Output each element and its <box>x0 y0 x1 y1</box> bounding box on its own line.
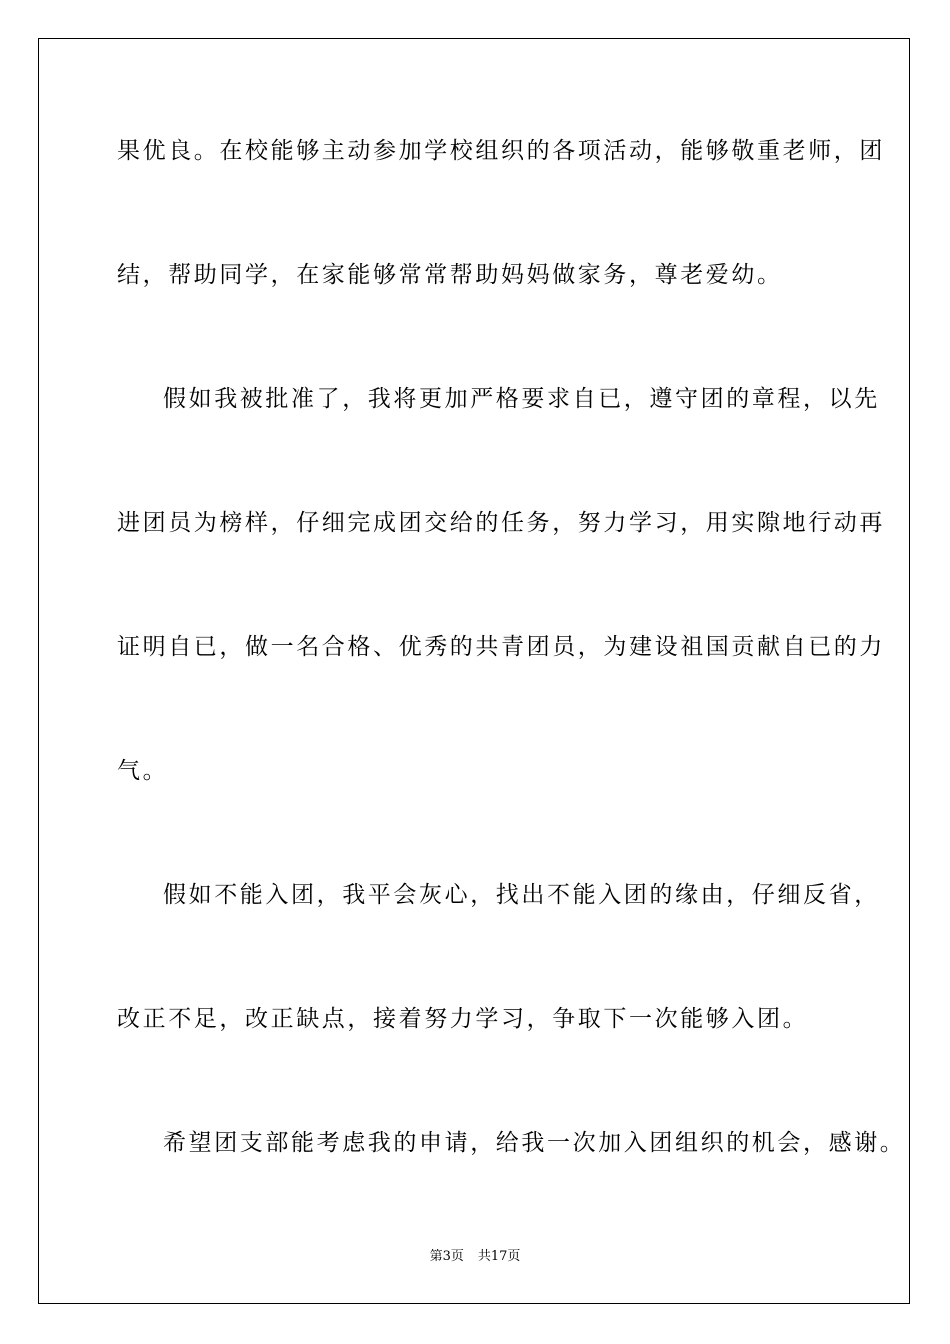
body-line-5: 证明自已，做一名合格、优秀的共青团员，为建设祖国贡献自已的力 <box>117 634 885 660</box>
page-number: 第3页 <box>429 1249 464 1264</box>
page-footer <box>0 1249 950 1265</box>
body-line-1: 果优良。在校能够主动参加学校组织的各项活动，能够敬重老师，团 <box>117 138 885 164</box>
page-total: 共17页 <box>477 1249 521 1264</box>
body-line-2: 结，帮助同学，在家能够常常帮助妈妈做家务，尊老爱幼。 <box>117 262 783 288</box>
body-line-7: 假如不能入团，我平会灰心，找出不能入团的缘由，仔细反省， <box>163 882 880 908</box>
body-line-4: 进团员为榜样，仔细完成团交给的任务，努力学习，用实隙地行动再 <box>117 510 885 536</box>
body-line-9: 希望团支部能考虑我的申请，给我一次加入团组织的机会，感谢。 <box>163 1130 906 1156</box>
body-line-8: 改正不足，改正缺点，接着努力学习，争取下一次能够入团。 <box>117 1006 809 1032</box>
page-border <box>38 38 910 1304</box>
body-line-3: 假如我被批准了，我将更加严格要求自已，遵守团的章程，以先 <box>163 386 880 412</box>
body-line-6: 气。 <box>117 758 169 784</box>
